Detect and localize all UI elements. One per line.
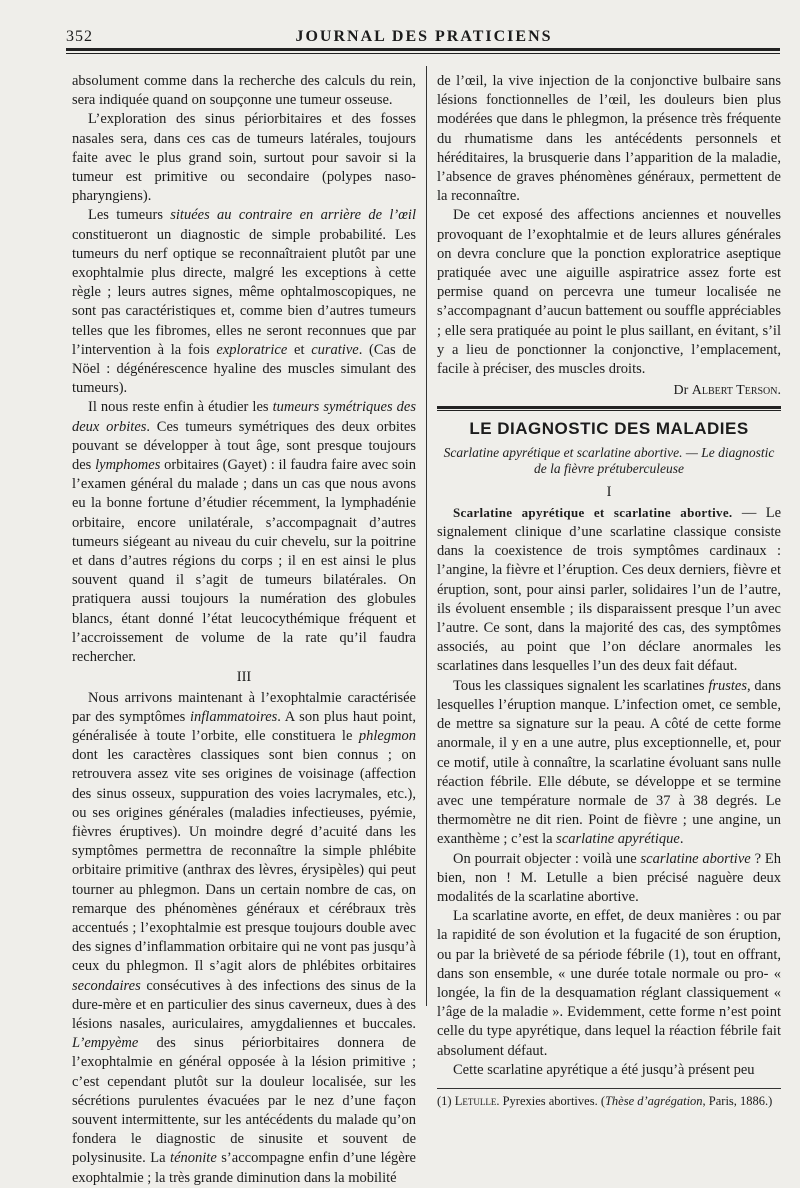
emphasis: curative	[311, 341, 359, 358]
text-run: . Ces tumeurs symétriques des deux orbites pouvant se développer à tout âge, sont presque toujours des	[72, 418, 417, 474]
right-paragraph-6: La scarlatine avorte, en effet, de deux manières : ou par la rapidité de son évolution et la fugacité de son éruption, ou par la brièveté de sa période fébrile (1), tout en offrant, dans son ensemble, « une durée totale normale ou pro- « longée, la fin de la desquamation réglant classiquement « l’âge de la maladie ». Evidemment, cette forme n’est point celle du type apyrétique, dans lequel la réaction fébrile fait absolument défaut.	[437, 908, 781, 1059]
right-column	[437, 72, 782, 1108]
emphasis: inflammatoires	[190, 708, 278, 725]
text-run: consécutives à des infections des sinus de la dure-mère et en particulier des sinus caverneux, dues à des lésions nasales, auriculaires, amygdaliennes et buccales.	[72, 977, 416, 1032]
emphasis: situées au contraire en arrière de l’œil	[170, 207, 416, 224]
column-divider	[426, 66, 427, 1006]
emphasis: Thèse d’agrégation	[604, 1093, 703, 1108]
emphasis: tumeurs symétriques des deux orbites	[72, 399, 416, 435]
right-paragraph-4	[437, 677, 781, 850]
running-title: JOURNAL DES PRATICIENS	[295, 28, 553, 45]
author-signature	[437, 381, 781, 400]
text-run: dont les caractères classiques sont bien connus ; on retrouvera assez vite ses origines de voisinage (affection des sinus osseux, suppuration des voies lacrymales, etc.), ou ses origines générales (maladies infectieuses, pyémie, fièvres éruptives). Un moindre degré d’acuité dans les symptômes permettra de reconnaître la simple phlébite orbitaire primitive (anthrax des lèvres, érysipèles) qui peut tourner au phlegmon. Dans un certain nombre de cas, on remarque des phénomènes généraux et cérébraux très accentués ; l’exophtalmie est presque toujours double avec des signes d’inflammation orbitaire qui ne vont pas jusqu’à ceux du phlegmon. Il s’agit alors de phlébites orbitaires	[72, 747, 416, 975]
right-paragraph-7: Cette scarlatine apyrétique a été jusqu’à présent peu	[453, 1061, 755, 1078]
left-paragraph-3	[72, 206, 416, 398]
left-paragraph-2: L’exploration des sinus périorbitaires et des fosses nasales sera, dans ces cas de tumeurs latérales, toujours faite avec le plus grand soin, surtout pour savoir si la tumeur est primitive ou secondaire (polypes naso-pharyngiens).	[72, 111, 416, 205]
emphasis: L’empyème	[72, 1035, 139, 1052]
signature-prefix: Dr	[673, 383, 692, 399]
text-run: et	[287, 341, 312, 358]
text-run: On pourrait objecter : voilà une	[453, 850, 641, 867]
right-paragraph-5	[437, 850, 781, 908]
section-number-iii: III	[236, 669, 252, 686]
text-run: orbitaires (Gayet) : il faudra faire avec soin l’examen général du malade ; dans un cas que nous avons eu la bonne fortune d’étudier récemment, la lymphadénie orbitaire, encore unilatérale, s’accompagnait d’autres tumeurs siégeant au niveau du cuir chevelu, sur la poitrine et dans d’autres régions du corps ; il en est ainsi le plus souvent quand il s’agit de tumeurs bilatérales. On pratiquera aussi toujours la numération des globules blancs, étant donné l’état leucocythémique fréquent et l’accroissement de volume de la rate qu’il faudra rechercher.	[72, 457, 416, 666]
emphasis: lymphomes	[95, 457, 161, 474]
header-rule	[66, 48, 780, 54]
signature-name: Albert Terson.	[691, 383, 781, 399]
text-run: , dans lesquelles l’éruption manque. L’infection omet, ce semble, de mettre sa signature sur la peau. A côté de cette forme anormale, il y en a une autre, plus exceptionnelle, et, pour ce motif, utile à connaître, la scarlatine évoluant sans nulle réaction fébrile. Elle débute, se développe et se termine avec une température normale de 37 à 38 degrés. Le thermomètre ne dit rien. Point de fièvre ; une angine, un exanthème ; c’est la	[437, 677, 781, 848]
section-subtitle: Scarlatine apyrétique et scarlatine abortive. — Le diagnostic de la fièvre prétuberculeuse	[443, 444, 775, 476]
section-rule-thin	[437, 410, 781, 411]
text-run: Nous arrivons maintenant à l’exophtalmie caractérisée par des symptômes	[72, 689, 416, 725]
text-run: des sinus périorbitaires donnera de l’exophtalmie en général opposée à la lésion primitive ; c’est cependant plutôt sur la douleur localisée, sur les sécrétions purulentes évacuées par le nez d’une façon souvent intermittente, sur les antécédents du malade qu’on fondera le diagnostic de sinusite et souvent de polysinusite. La	[72, 1035, 416, 1167]
emphasis: secondaires	[72, 977, 141, 994]
emphasis: phlegmon	[358, 727, 416, 744]
section-number-i: I	[606, 483, 612, 500]
text-run: .	[679, 831, 684, 848]
emphasis: scarlatine abortive	[640, 850, 751, 867]
emphasis: exploratrice	[216, 341, 288, 358]
left-column	[72, 72, 417, 1186]
text-run: . Pyrexies abortives. (	[496, 1093, 605, 1108]
left-paragraph-4	[72, 398, 416, 667]
section-title: LE DIAGNOSTIC DES MALADIES	[469, 419, 749, 439]
emphasis: scarlatine apyrétique	[556, 831, 680, 848]
footnote-author: Letulle	[454, 1093, 497, 1108]
right-paragraph-2: De cet exposé des affections anciennes et nouvelles provoquant de l’exophtalmie et de leurs allures générales on devra conclure que la ponction exploratrice aseptique pratiquée avec une aiguille aspiratrice assez forte est permise quand on percevra une tumeur localisée ne s’accompagnant d’aucun battement ou souffle appréciables ; elle sera pratiquée au point le plus saillant, en évitant, s’il y a lieu de ponctionner la conjonctive, l’emplacement, facile à préciser, des muscles droits.	[437, 207, 781, 378]
text-run: constitueront un diagnostic de simple probabilité. Les tumeurs du nerf optique se reconnaîtraient plutôt par une exophtalmie plus directe, malgré les exceptions à cette règle ; leurs autres signes, même ophtalmoscopiques, ne sont pas caractéristiques et, comme bien d’autres tumeurs telles que les fibromes, elles ne seront reconnues que par l’intervention à la fois	[72, 226, 416, 358]
right-paragraph-3	[437, 503, 781, 677]
text-run: . (Cas de Nöel : dégénérescence hyaline des muscles simulant des tumeurs).	[72, 341, 417, 397]
section-rule	[437, 406, 781, 409]
text-run: . A son plus haut point, généralisée à toute l’orbite, elle constituera le	[72, 708, 416, 744]
footnote-rule	[437, 1088, 781, 1089]
text-run: s’accompagne enfin d’une légère exophtalmie ; la très grande diminution dans la mobilité	[72, 1150, 416, 1186]
page-number: 352	[66, 28, 93, 45]
left-paragraph-1: absolument comme dans la recherche des calculs du rein, sera indiquée quand on soupçonne une tumeur osseuse.	[72, 73, 416, 109]
text-run: — Le signalement clinique d’une scarlatine classique consiste dans la coexistence de trois symptômes cardinaux : l’angine, la fièvre et l’éruption. Ces deux derniers, fièvre et éruption, sont, pour ainsi parler, solidaires l’un de l’autre, ils évoluent ensemble ; ils disparaissent presque l’un avec l’autre. Ce sont, dans la majorité des cas, des symptômes associés, au point que l’on déclare anormales les scarlatines dans lesquelles l’un des deux fait défaut.	[437, 504, 782, 675]
text-run: Tous les classiques signalent les scarlatines	[453, 677, 709, 694]
text-run: (1)	[437, 1093, 455, 1108]
emphasis: ténonite	[170, 1150, 217, 1167]
text-run: Il nous reste enfin à étudier les	[88, 399, 273, 416]
footnote	[437, 1093, 781, 1109]
text-run: Les tumeurs	[88, 207, 171, 224]
emphasis: frustes	[708, 677, 747, 694]
page-header	[66, 28, 782, 50]
text-run: ? Eh bien, non ! M. Letulle a bien précisé naguère deux modalités de la scarlatine abortive.	[437, 850, 781, 905]
text-run: , Paris, 1886.)	[702, 1093, 773, 1108]
right-paragraph-1: de l’œil, la vive injection de la conjonctive bulbaire sans lésions fonctionnelles de l’œil, les douleurs bien plus modérées que dans le phlegmon, la présence très fréquente du rhumatisme dans les antécédents personnels et héréditaires, la brusquerie dans l’apparition de la maladie, l’absence de graves phénomènes généraux, permettent de la reconnaître.	[437, 73, 781, 205]
left-paragraph-5	[72, 689, 416, 1188]
run-in-heading: Scarlatine apyrétique et scarlatine abortive.	[453, 504, 733, 520]
